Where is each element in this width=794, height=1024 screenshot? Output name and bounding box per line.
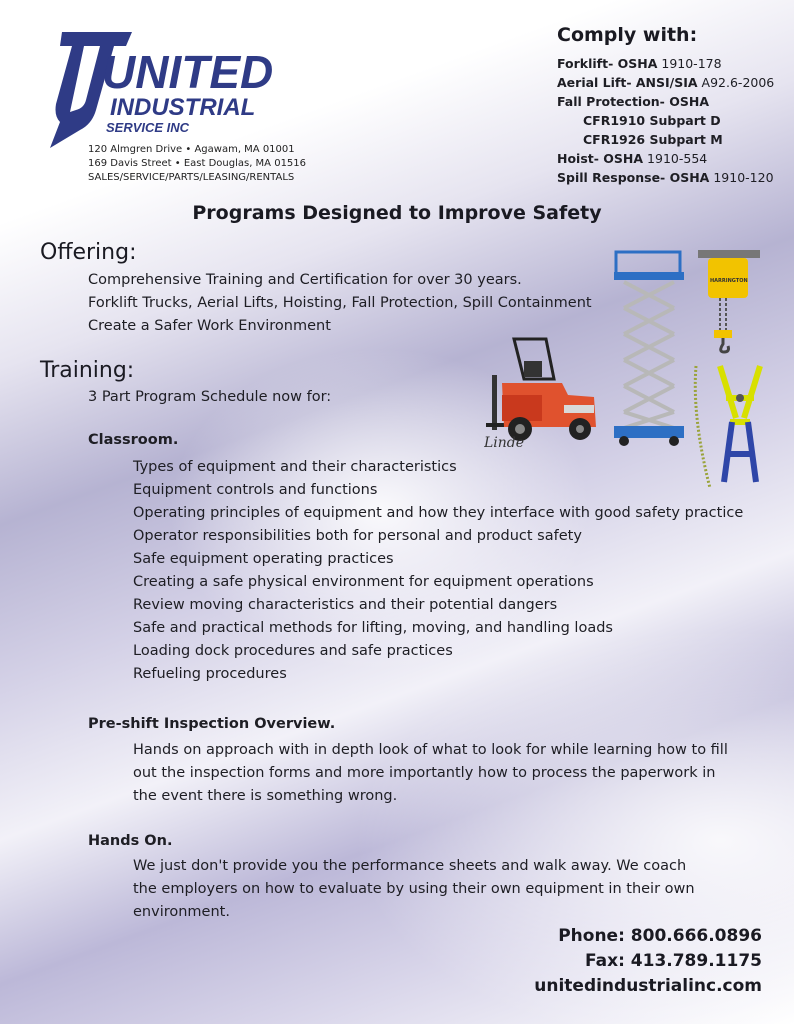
forklift-image [484,335,608,450]
hoist-image [694,250,764,354]
compliance-title: Comply with: [557,24,698,46]
fax-number: Fax: 413.789.1175 [585,951,762,971]
phone-number: Phone: 800.666.0896 [558,926,762,946]
compliance-item: Aerial Lift- ANSI/SIA A92.6-2006 [557,75,775,90]
compliance-item: Hoist- OSHA 1910-554 [557,151,708,166]
handson-line: the employers on how to evaluate by using their own equipment in their own [133,881,695,897]
compliance-item: Fall Protection- OSHA [557,94,709,109]
classroom-heading: Classroom. [88,432,179,448]
logo-line2: INDUSTRIAL [110,94,256,121]
classroom-item: Equipment controls and functions [133,482,378,498]
compliance-item: CFR1910 Subpart D [583,113,721,128]
preshift-line: the event there is something wrong. [133,788,398,804]
preshift-heading: Pre-shift Inspection Overview. [88,716,336,732]
offering-line: Create a Safer Work Environment [88,318,331,334]
classroom-item: Operating principles of equipment and how they interface with good safety practice [133,505,744,521]
compliance-item: Spill Response- OSHA 1910-120 [557,170,774,185]
offering-line: Forklift Trucks, Aerial Lifts, Hoisting, Fall Protection, Spill Containment [88,295,592,311]
compliance-item: CFR1926 Subpart M [583,132,723,147]
classroom-item: Review moving characteristics and their potential dangers [133,597,558,613]
training-heading: Training: [40,358,135,383]
classroom-item: Loading dock procedures and safe practices [133,643,453,659]
classroom-item: Creating a safe physical environment for equipment operations [133,574,594,590]
handson-line: environment. [133,904,230,920]
classroom-item: Types of equipment and their characteristics [133,459,457,475]
address-line: 120 Almgren Drive • Agawam, MA 01001 [88,144,295,155]
offering-line: Comprehensive Training and Certification for over 30 years. [88,272,522,288]
website-link[interactable]: unitedindustrialinc.com [534,976,762,996]
scissor-lift-image [612,248,690,448]
compliance-box [557,24,787,187]
handson-line: We just don't provide you the performance sheets and walk away. We coach [133,858,687,874]
classroom-item: Operator responsibilities both for personal and product safety [133,528,582,544]
handson-heading: Hands On. [88,833,173,849]
preshift-paragraph [133,739,728,808]
forklift-brand: Linde [484,435,525,450]
logo-line1: UNITED [102,46,274,98]
hoist-brand: HARRINGTON [710,278,748,284]
services-line: SALES/SERVICE/PARTS/LEASING/RENTALS [88,172,295,183]
company-logo [40,26,300,151]
compliance-item: Forklift- OSHA 1910-178 [557,56,722,71]
classroom-item: Refueling procedures [133,666,287,682]
preshift-line: out the inspection forms and more importantly how to process the paperwork in [133,765,716,781]
address-line: 169 Davis Street • East Douglas, MA 01516 [88,158,307,169]
classroom-list [133,456,743,686]
address-block [88,143,306,185]
classroom-item: Safe and practical methods for lifting, moving, and handling loads [133,620,613,636]
offering-heading: Offering: [40,240,137,265]
offering-list [88,269,592,338]
page-headline: Programs Designed to Improve Safety [192,202,602,224]
preshift-line: Hands on approach with in depth look of what to look for while learning how to fill [133,742,728,758]
logo-line3: SERVICE INC [106,120,190,135]
handson-paragraph [133,855,695,924]
training-intro: 3 Part Program Schedule now for: [88,389,332,405]
classroom-item: Safe equipment operating practices [133,551,394,567]
